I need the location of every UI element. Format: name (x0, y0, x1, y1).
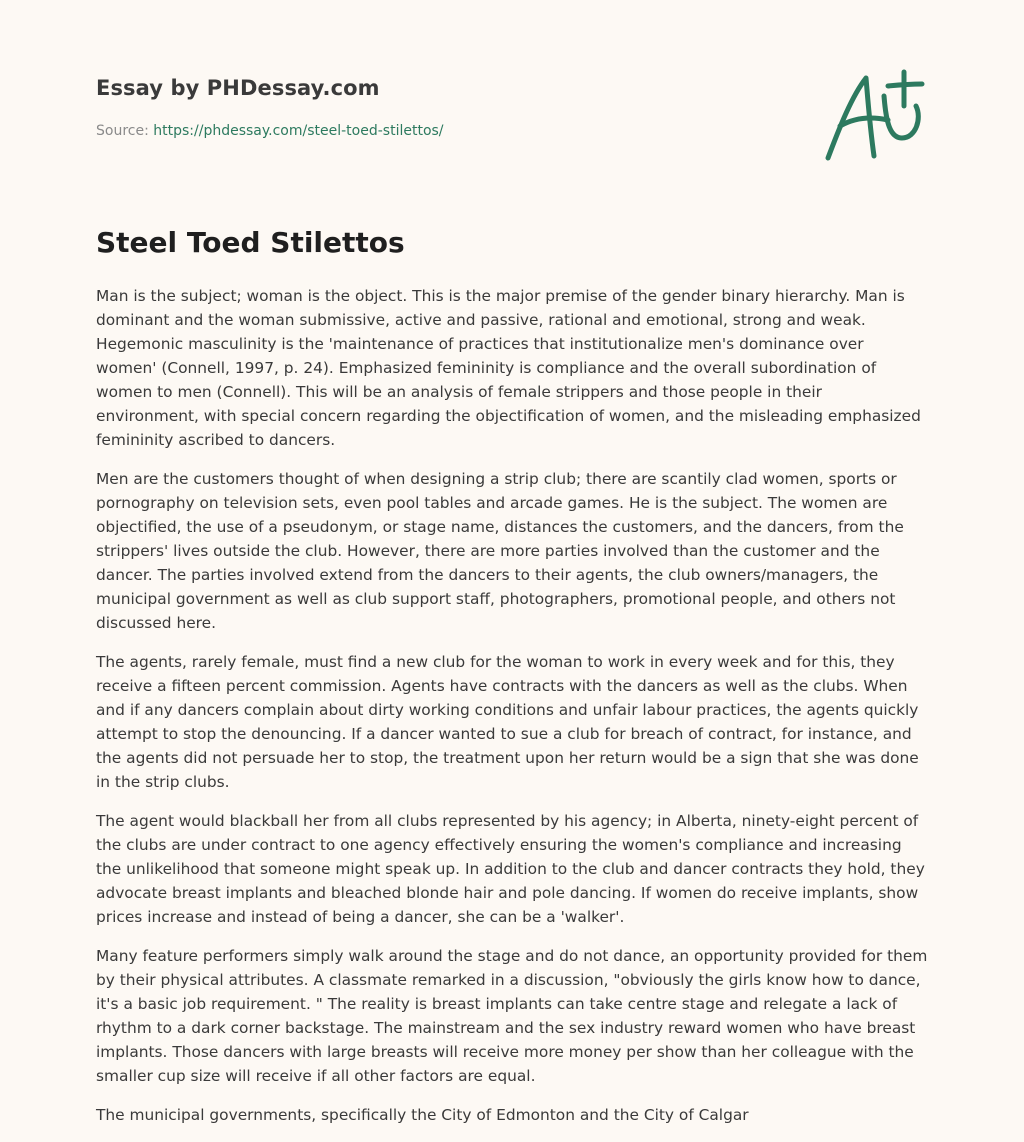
a-plus-grade-icon (818, 66, 930, 166)
essay-body (96, 284, 928, 1142)
source-label: Source: (96, 123, 154, 139)
site-brand: Essay by PHDessay.com (96, 76, 380, 100)
essay-paragraph: Man is the subject; woman is the object. This is the major premise of the gender binary hierarchy. Man is dominant and the woman submissive, active and passive, rational and emotional, strong and weak. Hegemonic masculinity is the 'maintenance of practices that institutionalize men's dominance over women' (Connell, 1997, p. 24). Emphasized femininity is compliance and the overall subordination of women to men (Connell). This will be an analysis of female strippers and those people in their environment, with special concern regarding the objectification of women, and the misleading emphasized femininity ascribed to dancers. (96, 287, 921, 449)
essay-paragraph: The agents, rarely female, must find a new club for the woman to work in every week and for this, they receive a fifteen percent commission. Agents have contracts with the dancers as well as the clubs. When and if any dancers complain about dirty working conditions and unfair labour practices, the agents quickly attempt to stop the denouncing. If a dancer wanted to sue a club for breach of contract, for instance, and the agents did not persuade her to stop, the treatment upon her return would be a sign that she was done in the strip clubs. (96, 653, 919, 791)
essay-title: Steel Toed Stilettos (96, 226, 405, 259)
essay-paragraph: Men are the customers thought of when designing a strip club; there are scantily clad women, sports or pornography on television sets, even pool tables and arcade games. He is the subject. The women are objectified, the use of a pseudonym, or stage name, distances the customers, and the dancers, from the strippers' lives outside the club. However, there are more parties involved than the customer and the dancer. The parties involved extend from the dancers to their agents, the club owners/managers, the municipal government as well as club support staff, photographers, promotional people, and others not discussed here. (96, 470, 904, 632)
essay-paragraph: The municipal governments, specifically the City of Edmonton and the City of Calgar (96, 1106, 749, 1124)
source-line (96, 123, 796, 139)
essay-paragraph: Many feature performers simply walk around the stage and do not dance, an opportunity provided for them by their physical attributes. A classmate remarked in a discussion, "obviously the girls know how to dance, it's a basic job requirement. " The reality is breast implants can take centre stage and relegate a lack of rhythm to a dark corner backstage. The mainstream and the sex industry reward women who have breast implants. Those dancers with large breasts will receive more money per show than her colleague with the smaller cup size will receive if all other factors are equal. (96, 947, 928, 1085)
essay-paragraph: The agent would blackball her from all clubs represented by his agency; in Alberta, ninety-eight percent of the clubs are under contract to one agency effectively ensuring the women's compliance and increasing the unlikelihood that someone might speak up. In addition to the club and dancer contracts they hold, they advocate breast implants and bleached blonde hair and pole dancing. If women do receive implants, show prices increase and instead of being a dancer, she can be a 'walker'. (96, 812, 925, 926)
essay-header (96, 76, 796, 139)
source-link[interactable]: https://phdessay.com/steel-toed-stilettos/ (153, 123, 444, 139)
